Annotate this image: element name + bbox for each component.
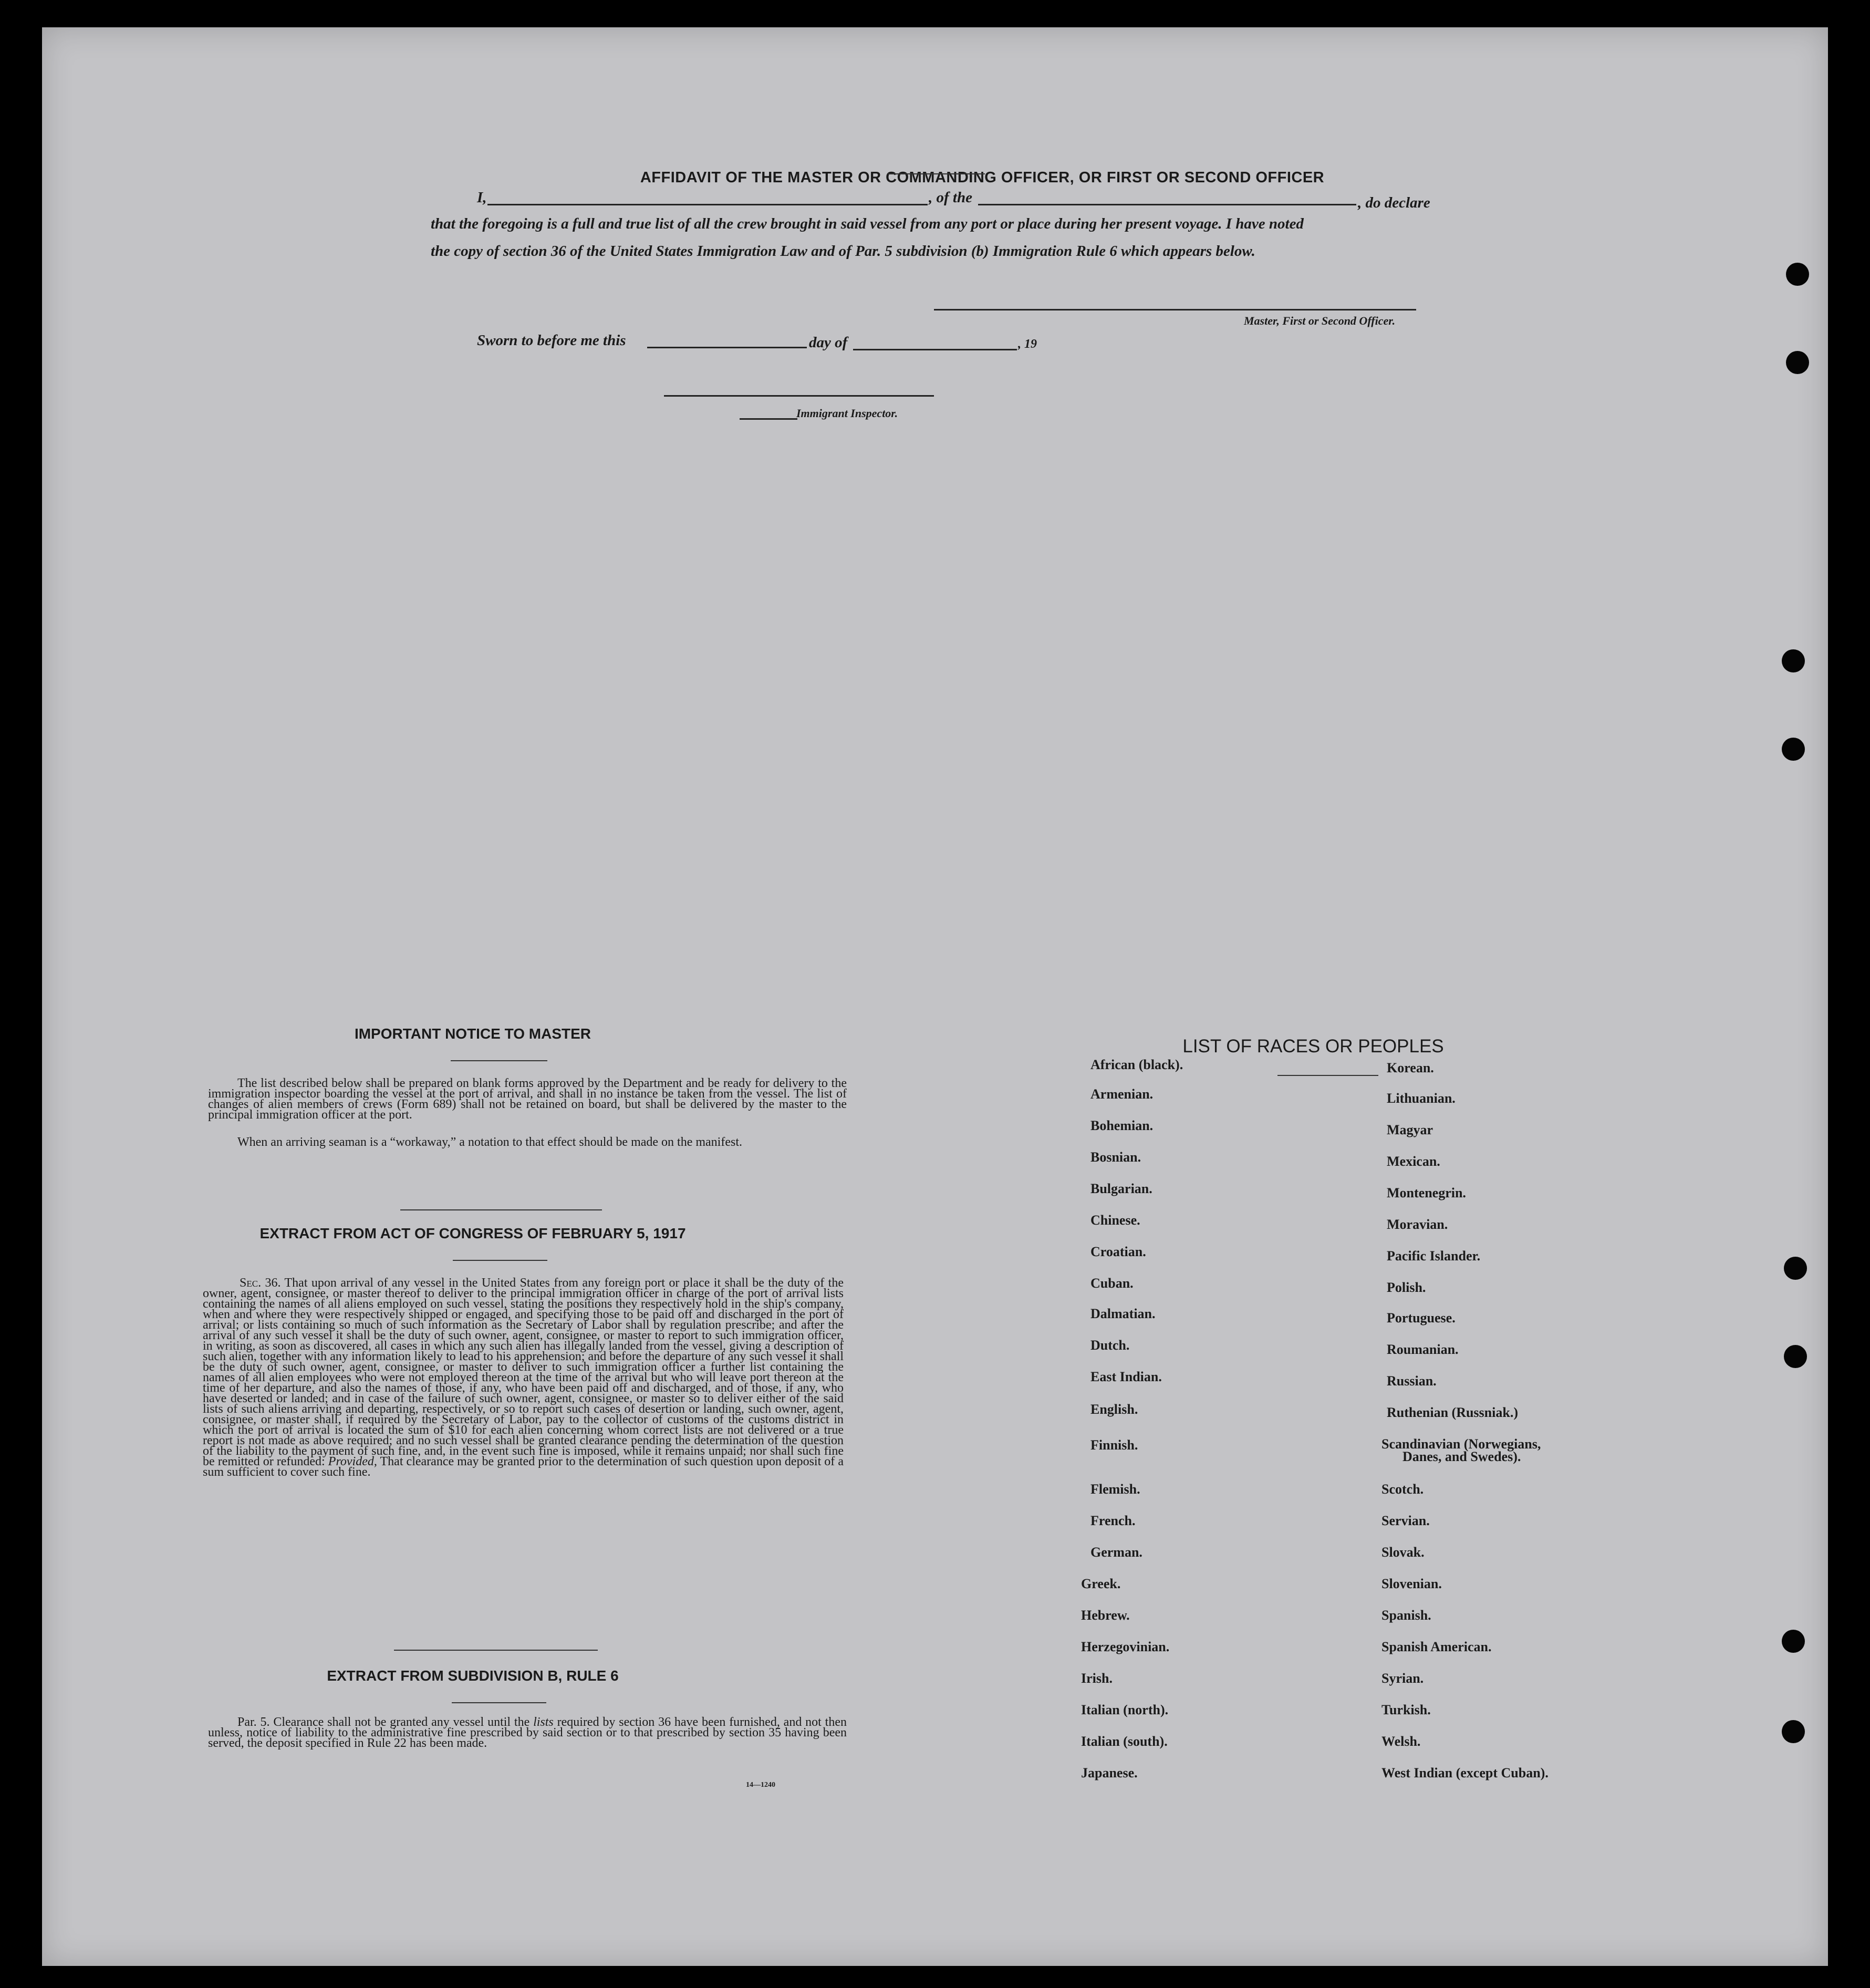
race-item: Scotch. [1381, 1482, 1424, 1497]
race-item: English. [1090, 1402, 1138, 1417]
race-item: Bohemian. [1090, 1118, 1154, 1133]
race-item: Moravian. [1387, 1217, 1448, 1232]
race-item: Welsh. [1381, 1734, 1421, 1749]
race-item: Dalmatian. [1090, 1306, 1156, 1321]
rule-heading: EXTRACT FROM SUBDIVISION B, RULE 6 [327, 1668, 619, 1684]
sworn-label: Sworn to before me this [477, 332, 626, 349]
affidavit-do-declare: , do declare [1358, 194, 1430, 211]
race-item: Ruthenian (Russniak.) [1387, 1405, 1518, 1420]
race-item: Italian (south). [1081, 1734, 1168, 1749]
race-item: African (black). [1090, 1057, 1183, 1072]
race-item: Chinese. [1090, 1213, 1140, 1228]
notice-paragraph-2: When an arriving seaman is a “workaway,” a notation to that effect should be made on the manifest. [237, 1135, 742, 1149]
race-item: West Indian (except Cuban). [1381, 1765, 1549, 1780]
master-signature-line [934, 309, 1416, 310]
race-item: Montenegrin. [1387, 1185, 1466, 1200]
master-signature-label: Master, First or Second Officer. [1244, 314, 1396, 327]
binder-hole [1782, 1630, 1805, 1653]
master-name-blank [487, 204, 928, 205]
notice-heading: IMPORTANT NOTICE TO MASTER [354, 1026, 591, 1042]
race-item: Russian. [1387, 1373, 1437, 1389]
binder-hole [1784, 1345, 1807, 1368]
vessel-name-blank [978, 204, 1356, 205]
race-item: Hebrew. [1081, 1608, 1130, 1623]
rule-paragraph [208, 1717, 847, 1748]
race-item: Dutch. [1090, 1338, 1130, 1353]
form-number: 14—1240 [746, 1781, 775, 1789]
race-item: Japanese. [1081, 1765, 1138, 1780]
inspector-label: Immigrant Inspector. [796, 407, 898, 420]
act-section-36 [203, 1278, 844, 1477]
affidavit-declaration-line-3: the copy of section 36 of the United States Immigration Law and of Par. 5 subdivision (b) Immigration Rule 6 which appears below. [431, 243, 1255, 260]
binder-hole [1782, 1720, 1805, 1743]
document-page [42, 27, 1828, 1966]
race-item: Greek. [1081, 1576, 1121, 1591]
race-item: Bulgarian. [1090, 1181, 1152, 1196]
race-item: Scandinavian (Norwegians, [1381, 1436, 1541, 1452]
year-label: , 19 [1018, 337, 1037, 351]
day-of-label: day of [809, 334, 848, 351]
rule-text-start: Par. 5. Clearance shall not be granted any vessel until the [237, 1715, 530, 1729]
act-section-label: Sec. 36. [240, 1276, 281, 1290]
race-item: Slovak. [1381, 1545, 1425, 1560]
act-section-text-end: That clearance may be granted prior to the determination of such question upon deposit of a sum sufficient to cover such fine. [203, 1455, 844, 1479]
affidavit-of-the: , of the [929, 189, 972, 206]
race-item: Spanish. [1381, 1608, 1431, 1623]
race-item: Flemish. [1090, 1482, 1140, 1497]
race-item: Cuban. [1090, 1276, 1134, 1291]
inspector-prefix-line [740, 418, 797, 420]
race-item: Roumanian. [1387, 1342, 1459, 1357]
act-provided: Provided, [328, 1455, 377, 1468]
race-item: German. [1090, 1545, 1142, 1560]
race-item: Turkish. [1381, 1702, 1431, 1717]
race-item: Polish. [1387, 1280, 1426, 1295]
binder-hole [1784, 1257, 1807, 1280]
race-item: Slovenian. [1381, 1576, 1442, 1591]
binder-hole [1786, 351, 1809, 374]
race-item: Croatian. [1090, 1244, 1146, 1259]
races-heading: LIST OF RACES OR PEOPLES [1182, 1036, 1444, 1057]
race-item: Bosnian. [1090, 1150, 1141, 1165]
race-item: Irish. [1081, 1671, 1113, 1686]
affidavit-title: AFFIDAVIT OF THE MASTER OR COMMANDING OFFICER, OR FIRST OR SECOND OFFICER [640, 169, 1325, 186]
race-item: East Indian. [1090, 1369, 1162, 1384]
binder-hole [1786, 263, 1809, 286]
rule-lists-word: lists [533, 1715, 554, 1729]
race-item: Mexican. [1387, 1154, 1440, 1169]
rule-text-end: required by section 36 have been furnished, and not then unless, notice of liability to the administrative fine prescribed by said section or to that prescribed by section 35 having been served, the deposit specified in Rule 22 has been made. [208, 1715, 847, 1750]
race-item: Portuguese. [1387, 1310, 1456, 1326]
binder-hole [1782, 738, 1805, 761]
act-section-text: That upon arrival of any vessel in the United States from any foreign port or place it shall be the duty of the owner, agent, consignee, or master thereof to deliver to the principal immigration officer in charge of the port of arrival lists containing the names of all aliens employed on such vessel, stating the positions they respectively hold in the ship's company, when and where they were respectively shipped or engaged, and specifying those to be paid off and discharged in the port of arrival; or lists containing so much of such information as the Secretary of Labor shall by regulation prescribe; and after the arrival of any such vessel it shall be the duty of such owner, agent, consignee, or master to report to such immigration officer, in writing, as soon as discovered, all cases in which any such alien has illegally landed from the vessel, giving a description of such alien, together with any information likely to lead to his apprehension; and before the departure of any such vessel it shall be the duty of such owner, agent, consignee, or master to deliver to such immigration officer a further list containing the names of all alien employees who were not employed thereon at the time of the arrival but who will leave port thereon at the time of her departure, and also the names of those, if any, who have been paid off and discharged, and of those, if any, who have deserted or landed; and in case of the failure of such owner, agent, consignee, or master so to deliver either of the said lists of such aliens arriving and departing, respectively, or so to report such cases of desertion or landing, such owner, agent, consignee, or master shall, if required by the Secretary of Labor, pay to the collector of customs of the customs district in which the port of arrival is located the sum of $10 for each alien concerning whom correct lists are not delivered or a true report is not made as above required; and no such vessel shall be granted clearance pending the determination of the question of the liability to the payment of such fine, and, in the event such fine is imposed, while it remains unpaid; nor shall such fine be remitted or refunded: [203, 1276, 844, 1468]
inspector-signature-line [664, 395, 934, 397]
act-heading: EXTRACT FROM ACT OF CONGRESS OF FEBRUARY 5, 1917 [259, 1225, 686, 1241]
race-item: Magyar [1387, 1122, 1433, 1137]
race-item: Finnish. [1090, 1437, 1138, 1453]
race-item: Danes, and Swedes). [1402, 1449, 1521, 1464]
affidavit-declaration-line-2: that the foregoing is a full and true list of all the crew brought in said vessel from any port or place during her present voyage. I have noted [431, 215, 1304, 232]
race-item: Armenian. [1090, 1086, 1154, 1102]
affidavit-i: I, [477, 189, 487, 206]
binder-hole [1782, 649, 1805, 672]
race-item: Lithuanian. [1387, 1091, 1456, 1106]
race-item: Herzegovinian. [1081, 1639, 1170, 1654]
race-item: French. [1090, 1513, 1136, 1528]
race-item: Syrian. [1381, 1671, 1424, 1686]
race-item: Pacific Islander. [1387, 1248, 1481, 1264]
race-item: Korean. [1387, 1060, 1434, 1075]
sworn-month-blank [853, 349, 1017, 350]
race-item: Servian. [1381, 1513, 1430, 1528]
race-item: Spanish American. [1381, 1639, 1492, 1654]
notice-paragraph-1: The list described below shall be prepared on blank forms approved by the Department and be ready for delivery to the immigration inspector boarding the vessel at the port of arrival, and shall in no instance be taken from the vessel. The list of changes of alien members of crews (Form 689) shall not be retained on board, but shall be delivered by the master to the principal immigration officer at the port. [208, 1076, 847, 1122]
sworn-day-blank [647, 347, 807, 348]
race-item: Italian (north). [1081, 1702, 1169, 1717]
